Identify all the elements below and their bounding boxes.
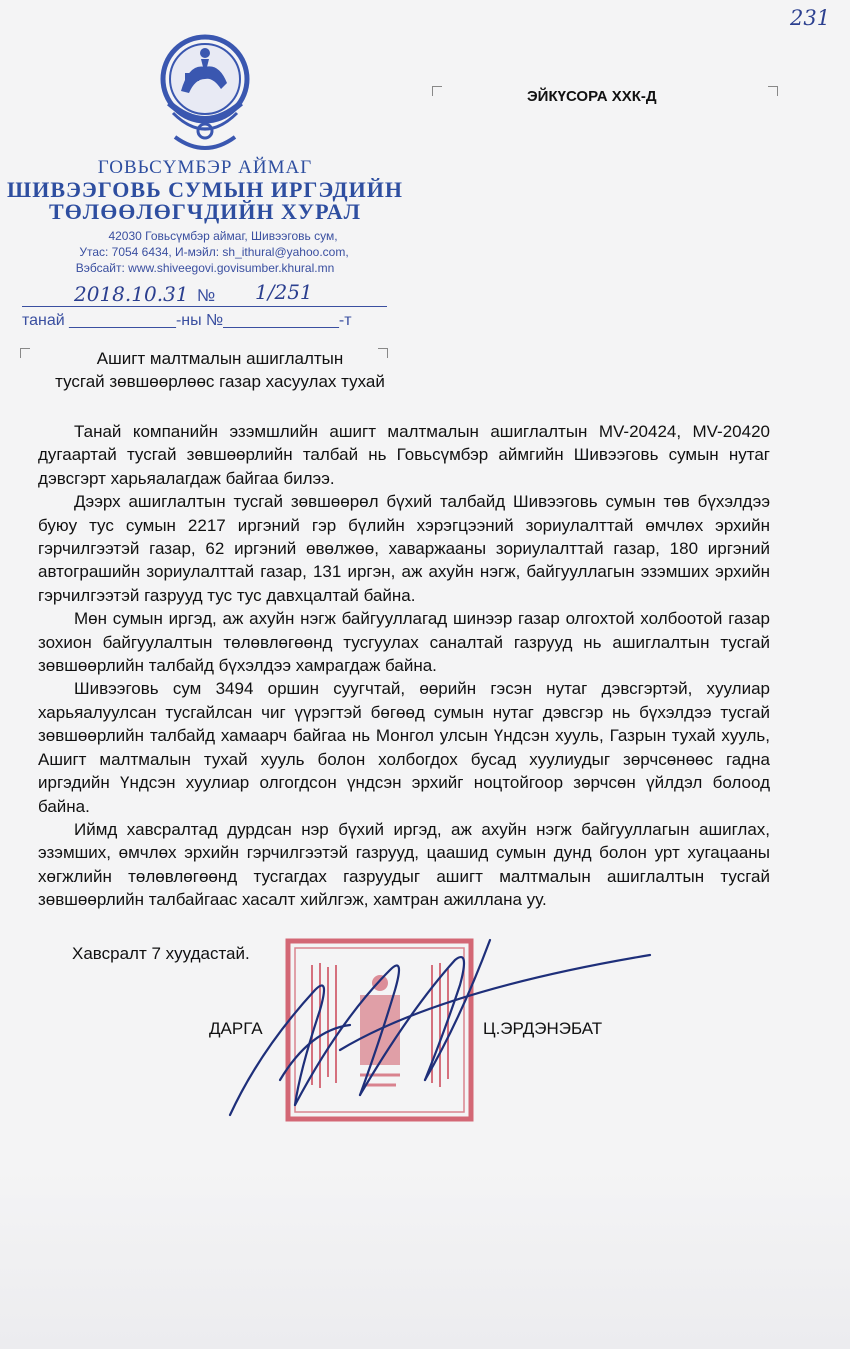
handwritten-page-number: 231 <box>790 6 831 30</box>
body-paragraph: Дээрх ашиглалтын тусгай зөвшөөрөл бүхий талбайд Шивээговь сумын төв бүхэлдээ буюу тус сумын 2217 иргэний гэр бүлийн хэрэгцээний зориулалттай өмчлөх эрхийн гэрчилгээтэй газар, 62 иргэний өвөлжөө, хаваржааны зориулалттай газар, 180 иргэний автограшийн зориулалттай газар, 131 иргэн, аж ахуйн нэгж, байгууллагын эзэмших эрхийн гэрчилгээтэй газрууд тус тус давхцалтай байна. <box>38 492 770 605</box>
state-emblem-icon <box>155 33 255 161</box>
your-reference-line: танай ____________-ны №_____________-т <box>22 312 352 329</box>
letter-date: 2018.10.31 <box>74 282 189 306</box>
body-paragraph: Мөн сумын иргэд, аж ахуйн нэгж байгууллагад шинээр газар олгохтой холбоотой газар зохион байгуулалтын төлөвлөгөөнд тусгуулах саналтай газрууд нь ашиглалтын тусгай зөвшөөрлийн талбайд бүхэлдээ хамрагдаж байна. <box>38 609 770 676</box>
body-paragraph: Шивээговь сум 3494 оршин суугчтай, өөрийн гэсэн нутаг дэвсгэртэй, хуулиар харьяалуулсан тусгайлсан чиг үүрэгтэй бөгөөд сумын нутаг дэвсгэр нь бүхэлдээ тусгай зөвшөөрлийн талбайд хамаарч байгаа нь Монгол улсын Үндсэн хууль, Газрын тухай хууль, Ашигт малтмалын тухай хууль болон холбогдох бусад хуулиудыг зөрчсөнөөс гадна иргэдийн Үндсэн хуулиар олгогдсон үндсэн эрхийг ноцтойгоор зөрчсөн үйлдэл болоод байна. <box>38 679 770 816</box>
letter-number: 1/251 <box>255 280 313 304</box>
letterhead-phone-email: Утас: 7054 6434, И-мэйл: sh_ithural@yahoo.com, <box>79 245 349 259</box>
letterhead-org-line2: ТӨЛӨӨЛӨГЧДИЙН ХУРАЛ <box>49 199 361 224</box>
subject-line-2: тусгай зөвшөөрлөөс газар хасуулах тухай <box>55 372 385 391</box>
subject-line-1: Ашигт малтмалын ашиглалтын <box>96 349 344 368</box>
address-corner-mark <box>432 86 442 96</box>
letterhead-address: 42030 Говьсүмбэр аймаг, Шивээговь сум, <box>108 229 338 243</box>
page-shadow <box>0 1165 850 1349</box>
letterhead-website: Вэбсайт: www.shiveegovi.govisumber.khural.mn <box>75 261 335 275</box>
body-paragraph: Танай компанийн эзэмшлийн ашигт малтмалын ашиглалтын MV-20424, MV-20420 дугаартай тусгай зөвшөөрлийн талбай нь Говьсүмбэр аймгийн Шивээговь сумын нутаг дэвсгэрт харьяалагдаж байгаа билээ. <box>38 422 770 488</box>
address-corner-mark <box>768 86 778 96</box>
subject <box>20 347 420 393</box>
signature-icon <box>220 930 660 1130</box>
signatory-name: Ц.ЭРДЭНЭБАТ <box>483 1019 603 1038</box>
reference-line <box>22 280 387 307</box>
body-paragraph: Иймд хавсралтад дурдсан нэр бүхий иргэд, аж ахуйн нэгж байгууллагын ашиглах, эзэмших, өмчлөх эрхийн гэрчилгээтэй газрууд, цаашид сумын дунд болон урт хугацааны хөгжлийн төлөвлөгөөнд тусгагдах газруудыг ашигт малтмалын ашиглалтын тусгай зөвшөөрлийн талбайгаас хасалт хийлгэж, хамтран ажиллана уу. <box>38 819 770 910</box>
letterhead-org-line1: ШИВЭЭГОВЬ СУМЫН ИРГЭДИЙН <box>7 177 403 202</box>
recipient: ЭЙКҮСОРА ХХК-Д <box>527 88 657 105</box>
signatory-title: ДАРГА <box>209 1019 263 1038</box>
number-label: № <box>197 286 216 305</box>
letter-body <box>38 420 770 912</box>
attachment-note: Хавсралт 7 хуудастай. <box>72 944 250 963</box>
letterhead-aimag: ГОВЬСҮМБЭР АЙМАГ <box>97 157 313 178</box>
